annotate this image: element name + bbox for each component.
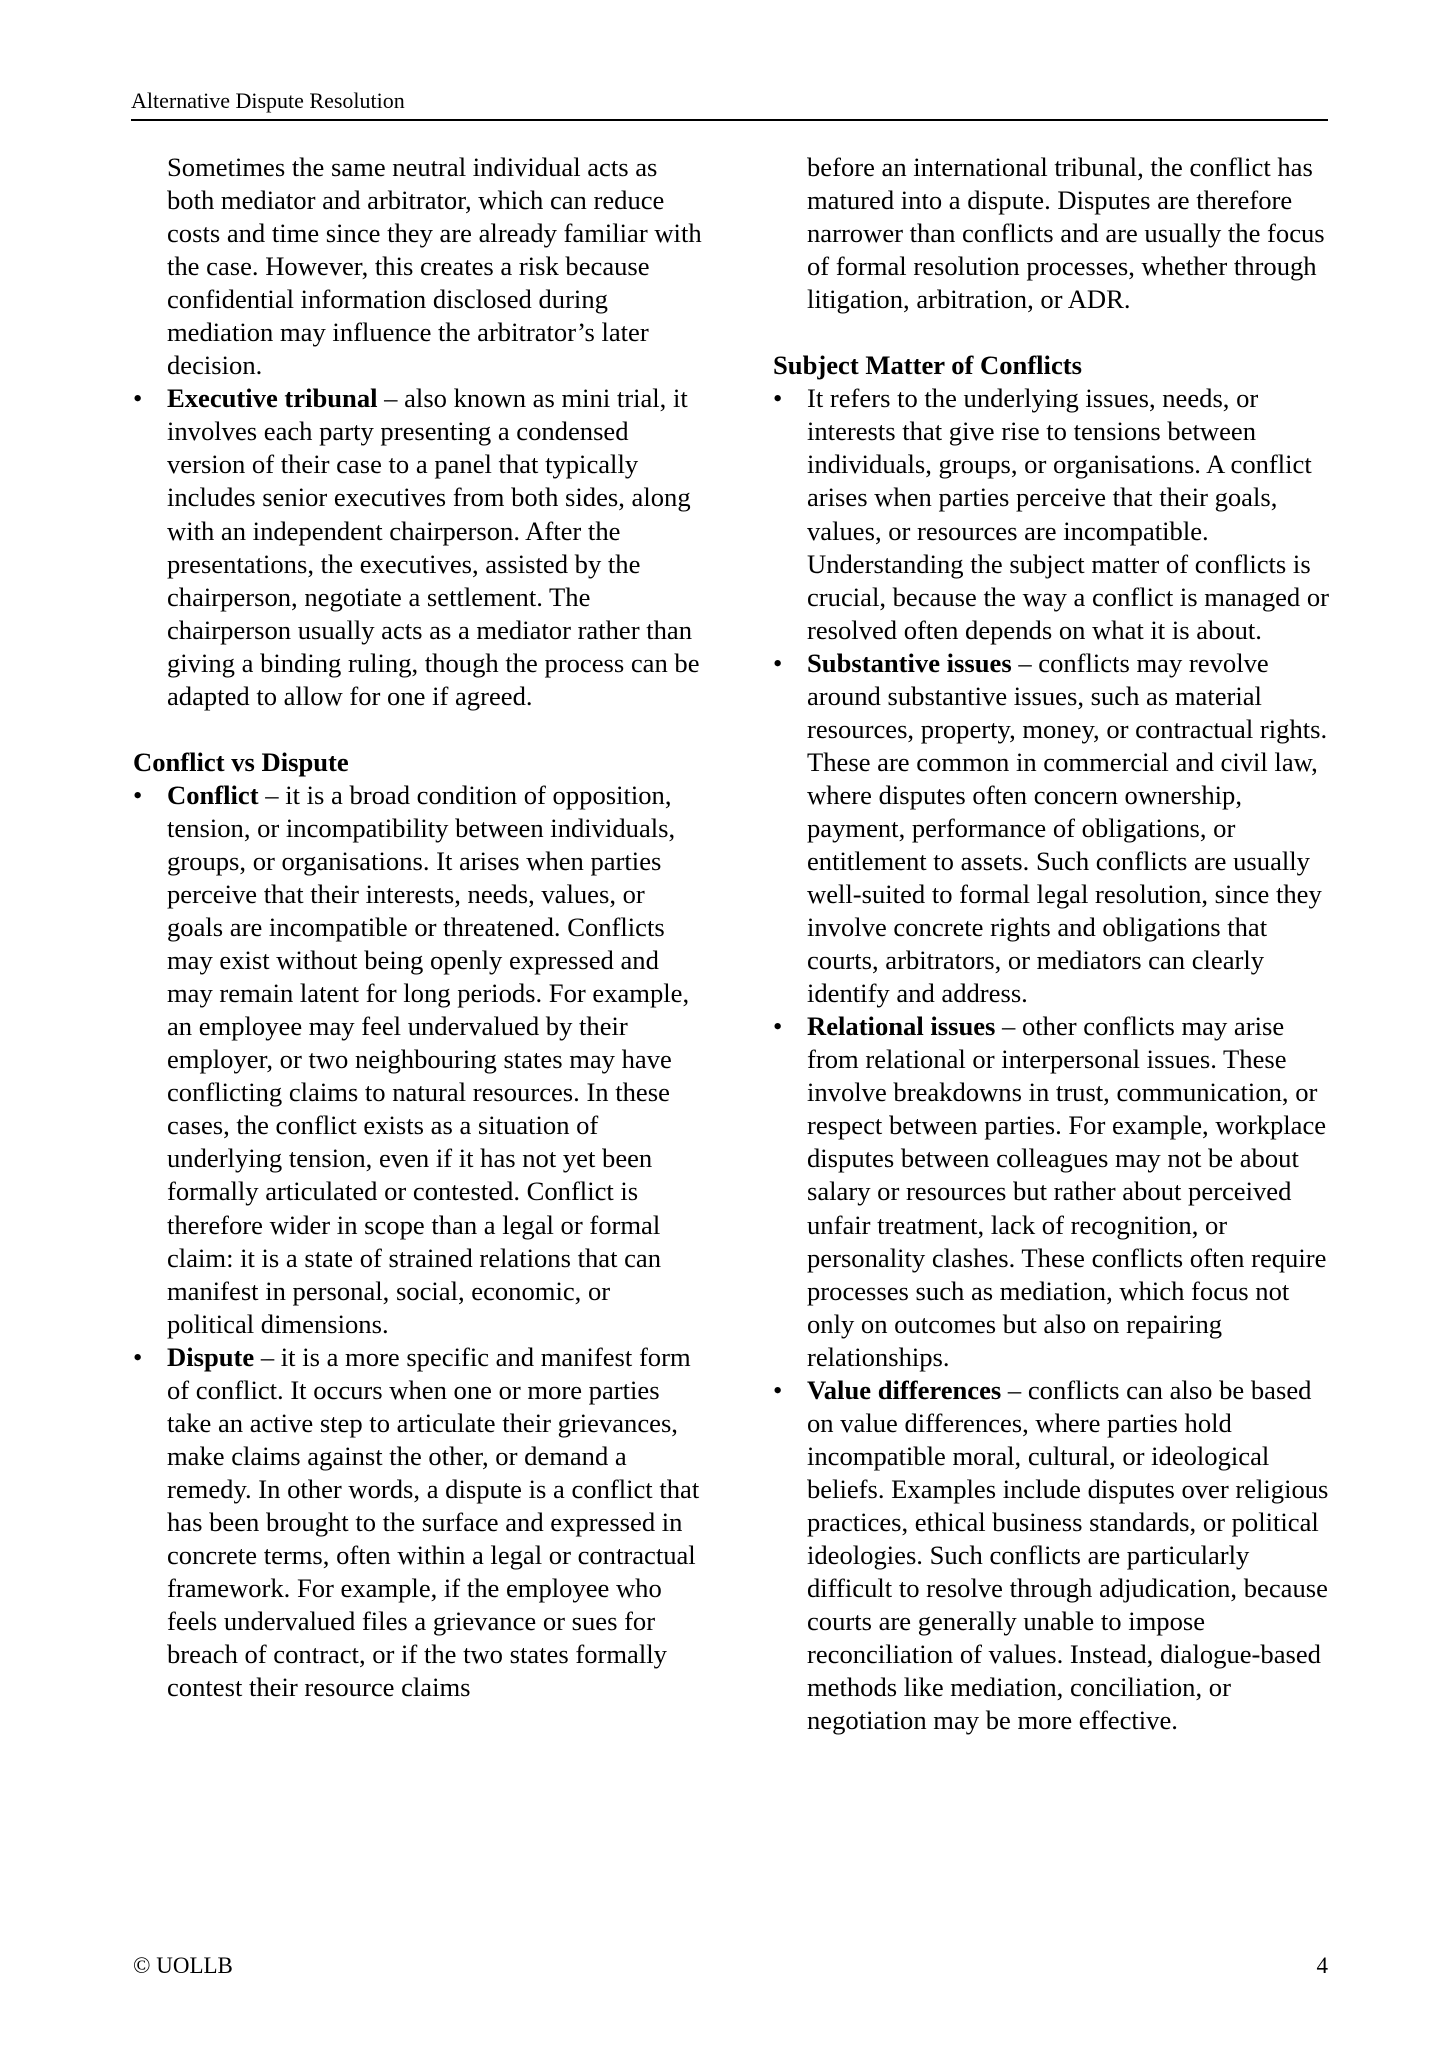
term-definition: – other conflicts may arise from relational or interpersonal issues. These involve breakdowns in trust, communication, or respect between parties. For example, workplace disputes between colleagues may not be about salary or resources but rather about perceived unfair treatment, lack of recognition, or personality clashes. These conflicts often require processes such as mediation, which focus not only on outcomes but also on repairing relationships. — [807, 1011, 1327, 1372]
term-definition: It refers to the underlying issues, needs, or interests that give rise to tensions between individuals, groups, or organisations. A conflict arises when parties perceive that their goals, values, or resources are incompatible. Understanding the subject matter of conflicts is crucial, because the way a conflict is managed or resolved often depends on what it is about. — [807, 383, 1330, 645]
list-item — [773, 1010, 1338, 1374]
bullet-icon: • — [773, 647, 783, 678]
bullet-icon: • — [773, 1011, 783, 1042]
term-definition: – also known as mini trial, it involves each party presenting a condensed version of their case to a panel that typically includes senior executives from both sides, along with an independent chairperson. After the presentations, the executives, assisted by the chairperson, negotiate a settlement. The chairperson usually acts as a mediator rather than giving a binding ruling, though the process can be adapted to allow for one if agreed. — [167, 383, 700, 711]
bullet-icon: • — [133, 1341, 143, 1372]
term-label: Relational issues — [807, 1011, 996, 1042]
term-definition: – it is a more specific and manifest form of conflict. It occurs when one or more parties take an active step to articulate their grievances, make claims against the other, or demand a remedy. In other words, a dispute is a conflict that has been brought to the surface and expressed in concrete terms, often within a legal or contractual framework. For example, if the employee who feels undervalued files a grievance or sues for breach of contract, or if the two states formally contest their resource claims — [167, 1341, 700, 1703]
bullet-icon: • — [133, 383, 143, 414]
list-item — [133, 382, 703, 712]
bullet-icon: • — [133, 779, 143, 810]
list-item — [773, 647, 1338, 1011]
term-definition: – conflicts may revolve around substantive issues, such as material resources, property, money, or contractual rights. These are common in commercial and civil law, where disputes often concern ownership, payment, performance of obligations, or entitlement to assets. Such conflicts are usually well-suited to formal legal resolution, since they involve concrete rights and obligations that courts, arbitrators, or mediators can clearly identify and address. — [807, 647, 1328, 1009]
bullet-icon: • — [773, 383, 783, 414]
section-heading: Subject Matter of Conflicts — [773, 350, 1082, 381]
bullet-icon: • — [773, 1374, 783, 1405]
bullet-list — [133, 779, 703, 1704]
list-item — [133, 779, 703, 1341]
page-number: 4 — [1316, 1953, 1328, 1978]
right-column — [773, 151, 1338, 1737]
footer-copyright: © UOLLB — [133, 1953, 233, 1978]
term-label: Dispute — [167, 1341, 255, 1372]
continuation-paragraph: before an international tribunal, the conflict has matured into a dispute. Disputes are therefore narrower than conflicts and are usually the focus of formal resolution processes, whether through litigation, arbitration, or ADR. — [807, 152, 1325, 315]
continuation-paragraph: Sometimes the same neutral individual acts as both mediator and arbitrator, which can reduce costs and time since they are already familiar with the case. However, this creates a risk because confidential information disclosed during mediation may influence the arbitrator’s later decision. — [167, 152, 702, 381]
section-spacer — [133, 713, 703, 746]
section-spacer — [773, 316, 1338, 349]
list-item — [773, 382, 1338, 646]
list-item — [773, 1374, 1338, 1738]
page-header — [131, 88, 1328, 121]
section-heading: Conflict vs Dispute — [133, 746, 349, 777]
term-label: Substantive issues — [807, 647, 1012, 678]
term-definition: – it is a broad condition of opposition, tension, or incompatibility between individuals, groups, or organisations. It arises when parties perceive that their interests, needs, values, or goals are incompatible or threatened. Conflicts may exist without being openly expressed and may remain latent for long periods. For example, an employee may feel undervalued by their employer, or two neighbouring states may have conflicting claims to natural resources. In these cases, the conflict exists as a situation of underlying tension, even if it has not yet been formally articulated or contested. Conflict is therefore wider in scope than a legal or formal claim: it is a state of strained relations that can manifest in personal, social, economic, or political dimensions. — [167, 779, 690, 1339]
bullet-list — [133, 382, 703, 712]
term-label: Value differences — [807, 1374, 1002, 1405]
list-item — [133, 1341, 703, 1705]
term-label: Conflict — [167, 779, 259, 810]
term-definition: – conflicts can also be based on value differences, where parties hold incompatible moral, cultural, or ideological beliefs. Examples include disputes over religious practices, ethical business standards, or political ideologies. Such conflicts are particularly difficult to resolve through adjudication, because courts are generally unable to impose reconciliation of values. Instead, dialogue-based methods like mediation, conciliation, or negotiation may be more effective. — [807, 1374, 1329, 1736]
left-column — [133, 151, 703, 1704]
running-header-title: Alternative Dispute Resolution — [131, 88, 405, 113]
bullet-list — [773, 382, 1338, 1737]
term-label: Executive tribunal — [167, 383, 378, 414]
